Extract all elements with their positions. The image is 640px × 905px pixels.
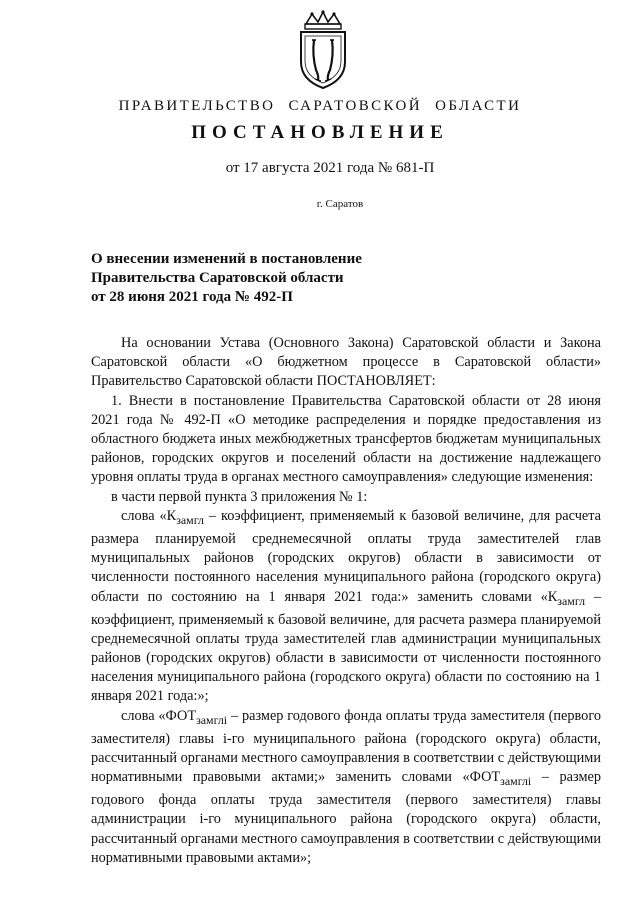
subscript-index: замглi xyxy=(500,773,532,788)
body-paragraph-k-coefficient xyxy=(91,507,601,707)
government-name: ПРАВИТЕЛЬСТВО САРАТОВСКОЙ ОБЛАСТИ xyxy=(118,98,522,114)
subscript-index: замгл xyxy=(176,512,204,527)
text-segment: – коэффициент, применяемый к базовой величине, для расчета размера планируемой среднемесячной оплаты труда заместителей глав администрации муниципальных районов (городских округов) области в зависимости от численности постоянного населения муниципального района (городского округа) области по состоянию на 1 января 2021 года:»; xyxy=(91,588,601,705)
subscript-index: замгл xyxy=(557,593,586,608)
body-paragraph-item-1: 1. Внести в постановление Правительства Саратовской области от 28 июня 2021 года № 492-П «О методике распределения и порядке предоставления из областного бюджета иных межбюджетных трансфертов бюджетам муниципальных районов, городских округов и поселений области на достижение надлежащего уровня оплаты труда в органах местного самоуправления» следующие изменения: xyxy=(91,392,601,486)
coat-of-arms-emblem xyxy=(292,10,354,92)
subject-line-2: Правительства Саратовской области xyxy=(91,270,344,286)
body-paragraph-preamble: На основании Устава (Основного Закона) Саратовской области и Закона Саратовской области «О бюджетном процессе в Саратовской области» Правительство Саратовской области ПОСТАНОВЛЯЕТ: xyxy=(91,335,601,390)
body-paragraph-part-ref: в части первой пункта 3 приложения № 1: xyxy=(111,488,368,505)
document-type-title: ПОСТАНОВЛЕНИЕ xyxy=(191,122,449,143)
subscript-index: замглi xyxy=(196,712,228,727)
subject-line-1: О внесении изменений в постановление xyxy=(91,251,362,267)
text-segment: – размер годового фонда оплаты труда заместителя (первого заместителя) главы администрации i-го муниципального района (городского округа) области, рассчитанный органами местного самоуправления в соответствии с действующими нормативными правовыми актами»; xyxy=(91,769,602,866)
body-paragraph-fot xyxy=(91,707,601,868)
document-body xyxy=(91,334,601,868)
text-segment: слова «ФОТ xyxy=(121,707,197,724)
document-city: г. Саратов xyxy=(316,198,364,210)
text-segment: – коэффициент, применяемый к базовой величине, для расчета размера планируемой среднемесячной оплаты труда заместителей глав муниципальных районов (городских округов) области в зависимости от численности постоянного населения муниципального района (городского округа) области по состоянию на 1 января 2021 года:» заменить словами «К xyxy=(91,507,602,605)
text-segment: слова «К xyxy=(121,507,177,524)
subject-line-3: от 28 июня 2021 года № 492-П xyxy=(91,289,293,305)
text-segment: – размер годового фонда оплаты труда заместителя (первого заместителя) главы i-го муниципального района (городского округа) области, рассчитанный органами местного самоуправления в соответствии с действующими нормативными правовыми актами;» заменить словами «ФОТ xyxy=(91,707,602,786)
document-date-number: от 17 августа 2021 года № 681-П xyxy=(225,160,435,176)
document-subject xyxy=(91,250,421,307)
